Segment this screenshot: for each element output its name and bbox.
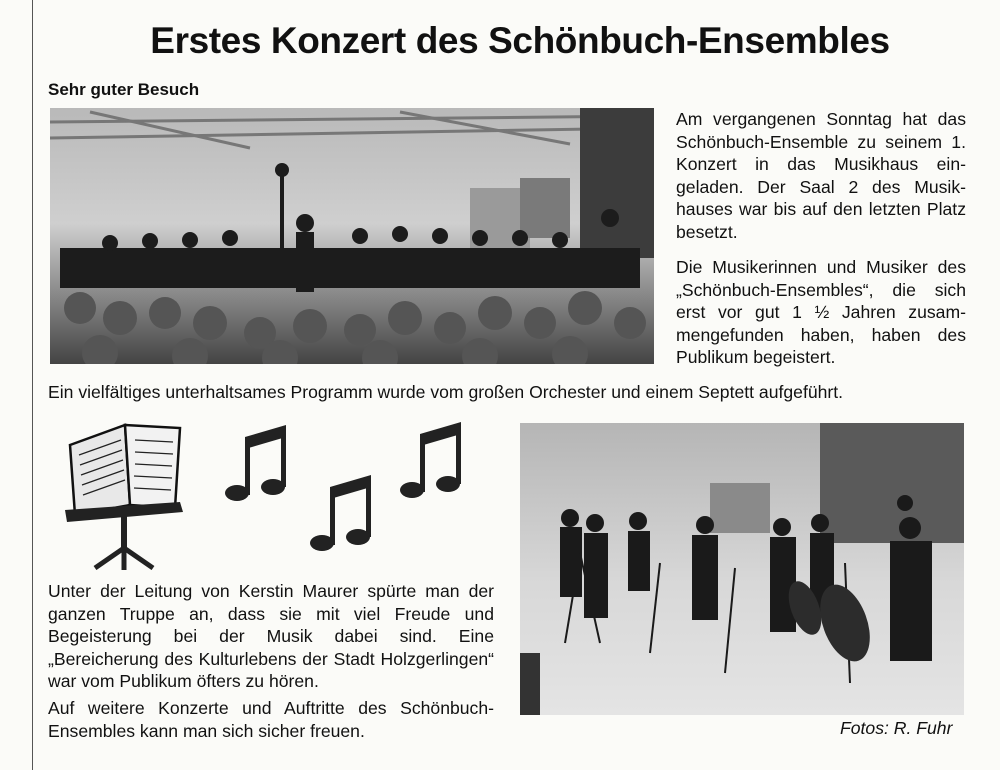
photo-credit: Fotos: R. Fuhr	[840, 718, 953, 738]
headline: Erstes Konzert des Schönbuch-Ensembles	[150, 20, 890, 61]
orchestra-photo	[50, 108, 654, 364]
subheadline: Sehr guter Besuch	[48, 80, 200, 99]
septet-photo	[520, 423, 964, 715]
paragraph-right-1: Am vergangenen Sonntag hat das Schönbuch-Ensemble zu seinem 1. Konzert in das Musikhaus eingeladen. Der Saal 2 des Musikhauses war bis auf den letzten Platz besetzt.	[676, 109, 966, 242]
septet-photo-illustration	[520, 423, 964, 715]
paragraph-right-2: Die Musikerinnen und Musiker des „Schönbuch-Ensembles“, die sich erst vor gut 1 ½ Jahren zusammengefunden haben, haben des Publikum begeistert.	[676, 257, 966, 367]
eighth-notes-icon	[225, 422, 461, 551]
music-clipart	[55, 410, 475, 570]
paragraph-bottom-2: Auf weitere Konzerte und Auftritte des Schönbuch-Ensembles kann man sich sicher freuen.	[48, 698, 494, 741]
orchestra-photo-illustration	[50, 108, 654, 364]
music-stand-icon	[65, 425, 183, 570]
full-width-line: Ein vielfältiges unterhaltsames Programm wurde vom großen Orchester und einem Septett aufgeführt.	[48, 382, 844, 402]
page-margin-rule	[32, 0, 33, 770]
paragraph-bottom-1: Unter der Leitung von Kerstin Maurer spürte man der ganzen Truppe an, dass sie mit viel Freude und Begeisterung bei der Musik dabei sind. Eine „Bereicherung des Kulturlebens der Stadt Holzgerlingen“ war vom Publikum öfters zu hören.	[48, 581, 494, 691]
